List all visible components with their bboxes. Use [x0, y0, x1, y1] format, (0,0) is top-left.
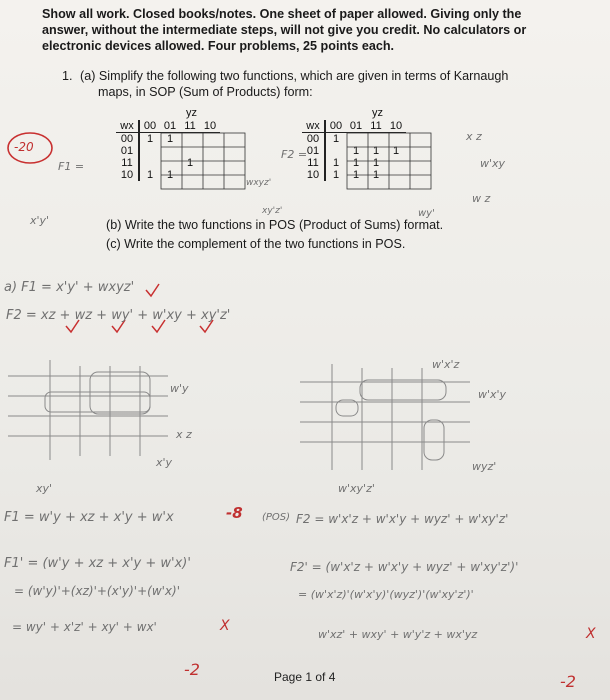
kmap-cell: 1 — [166, 133, 174, 145]
kmap-row-header: 00 — [120, 133, 134, 145]
part-b-text: (b) Write the two functions in POS (Product of Sums) format. — [106, 218, 444, 232]
kmap-cell: 1 — [325, 157, 346, 169]
pos-label: (POS) — [262, 512, 291, 523]
kmap-col-header: 11 — [184, 120, 196, 132]
map-note-xz: x z — [176, 428, 192, 441]
answer-c-f1-line2: = (w'y)'+(xz)'+(x'y)'+(w'x)' — [14, 584, 181, 598]
answer-c-f1-line1: F1' = (w'y + xz + x'y + w'x)' — [4, 556, 191, 571]
kmap-row-header: 11 — [307, 157, 319, 169]
wrong-mark-1: X — [220, 618, 230, 634]
map-note-xy: x'y — [156, 456, 173, 469]
kmap-yz-label: yz — [186, 107, 197, 119]
part-c-text: (c) Write the complement of the two functions in POS. — [106, 237, 406, 251]
wrong-mark-2: X — [586, 626, 596, 642]
answer-c-f2-line1: F2' = (w'x'z + w'x'y + wyz' + w'xy'z')' — [290, 560, 519, 574]
kmap-col-header: 00 — [139, 120, 160, 133]
map-note-wy: w'y — [170, 382, 189, 395]
kmap-cell: 1 — [139, 169, 160, 181]
kmap-row-header: 11 — [121, 157, 133, 169]
deduction-minus-2-left: -2 — [184, 660, 200, 679]
kmap-col-header: 10 — [203, 120, 217, 132]
f2-label: F2 = — [281, 148, 308, 161]
page-number: Page 1 of 4 — [274, 670, 336, 684]
problem-number: 1. — [62, 69, 73, 83]
answer-c-f1-line3: = wy' + x'z' + xy' + wx' — [12, 620, 157, 634]
note-xz: x z — [466, 130, 482, 143]
note-xyz: xy'z' — [262, 206, 283, 216]
note-wxy: w'xy — [480, 157, 506, 170]
kmap-cell: 1 — [392, 145, 400, 157]
map-note-wxy: w'x'y — [478, 388, 507, 401]
kmap-cell: 1 — [372, 169, 380, 181]
kmap-cell: 1 — [186, 157, 194, 169]
map-note-xy2: xy' — [36, 482, 53, 495]
kmap-cell: 1 — [325, 133, 346, 146]
kmap-col-header: 10 — [389, 120, 403, 132]
map-note-wxz: w'x'z — [432, 358, 460, 371]
student-kmap-1 — [8, 360, 168, 460]
kmap-corner-label: wx — [306, 120, 320, 132]
student-kmap-2 — [300, 364, 470, 470]
answer-c-f2-line3: w'xz' + wxy' + w'y'z + wx'yz — [318, 628, 478, 641]
deduction-minus-8: -8 — [226, 504, 243, 522]
part-a-line-2: maps, in SOP (Sum of Products) form: — [98, 85, 313, 99]
kmap-cell: 1 — [352, 145, 360, 157]
kmap-col-header: 00 — [325, 120, 346, 133]
kmap-col-header: 11 — [370, 120, 382, 132]
kmap-yz-label: yz — [372, 107, 383, 119]
kmap-col-header: 01 — [163, 120, 177, 132]
instructions-line-2: answer, without the intermediate steps, will not give you credit. No calculators or — [42, 23, 527, 37]
kmap-row-header: 01 — [120, 145, 134, 157]
note-wxyz: wxyz' — [246, 178, 272, 188]
kmap-row-header: 10 — [120, 169, 134, 181]
instructions-line-3: electronic devices allowed. Four problems, 25 points each. — [42, 39, 395, 53]
note-wy: wy' — [418, 208, 435, 219]
note-wz: w z — [472, 192, 491, 205]
kmap-cell: 1 — [139, 133, 160, 146]
kmap-corner-label: wx — [120, 120, 134, 132]
kmap-cell: 1 — [352, 157, 360, 169]
answer-a-f2: F2 = xz + wz + wy' + w'xy + xy'z' — [6, 308, 231, 323]
kmap-cell: 1 — [352, 169, 360, 181]
map-note-wxyz: w'xy'z' — [338, 482, 375, 495]
kmap-row-header: 01 — [306, 145, 320, 157]
part-a-line-1: (a) Simplify the following two functions, which are given in terms of Karnaugh — [80, 69, 509, 83]
answer-b-f2: F2 = w'x'z + w'x'y + wyz' + w'xy'z' — [296, 512, 509, 526]
kmap-col-header: 01 — [349, 120, 363, 132]
kmap-cell: 1 — [166, 169, 174, 181]
kmap-cell: 1 — [372, 157, 380, 169]
answer-c-f2-line2: = (w'x'z)'(w'x'y)'(wyz')'(w'xy'z')' — [298, 588, 474, 601]
f1-label: F1 = — [58, 160, 85, 173]
note-xy: x'y' — [30, 214, 50, 227]
answer-a-f1: a) F1 = x'y' + wxyz' — [4, 280, 135, 295]
score-text: -20 — [14, 140, 34, 154]
kmap-row-header: 10 — [306, 169, 320, 181]
answer-b-f1: F1 = w'y + xz + x'y + w'x — [4, 510, 174, 525]
kmap-cell: 1 — [372, 145, 380, 157]
kmap-cell: 1 — [325, 169, 346, 181]
kmap-row-header: 00 — [306, 133, 320, 145]
deduction-minus-2-right: -2 — [560, 672, 576, 691]
map-note-wyz: wyz' — [472, 460, 497, 473]
instructions-line-1: Show all work. Closed books/notes. One sheet of paper allowed. Giving only the — [42, 7, 522, 21]
